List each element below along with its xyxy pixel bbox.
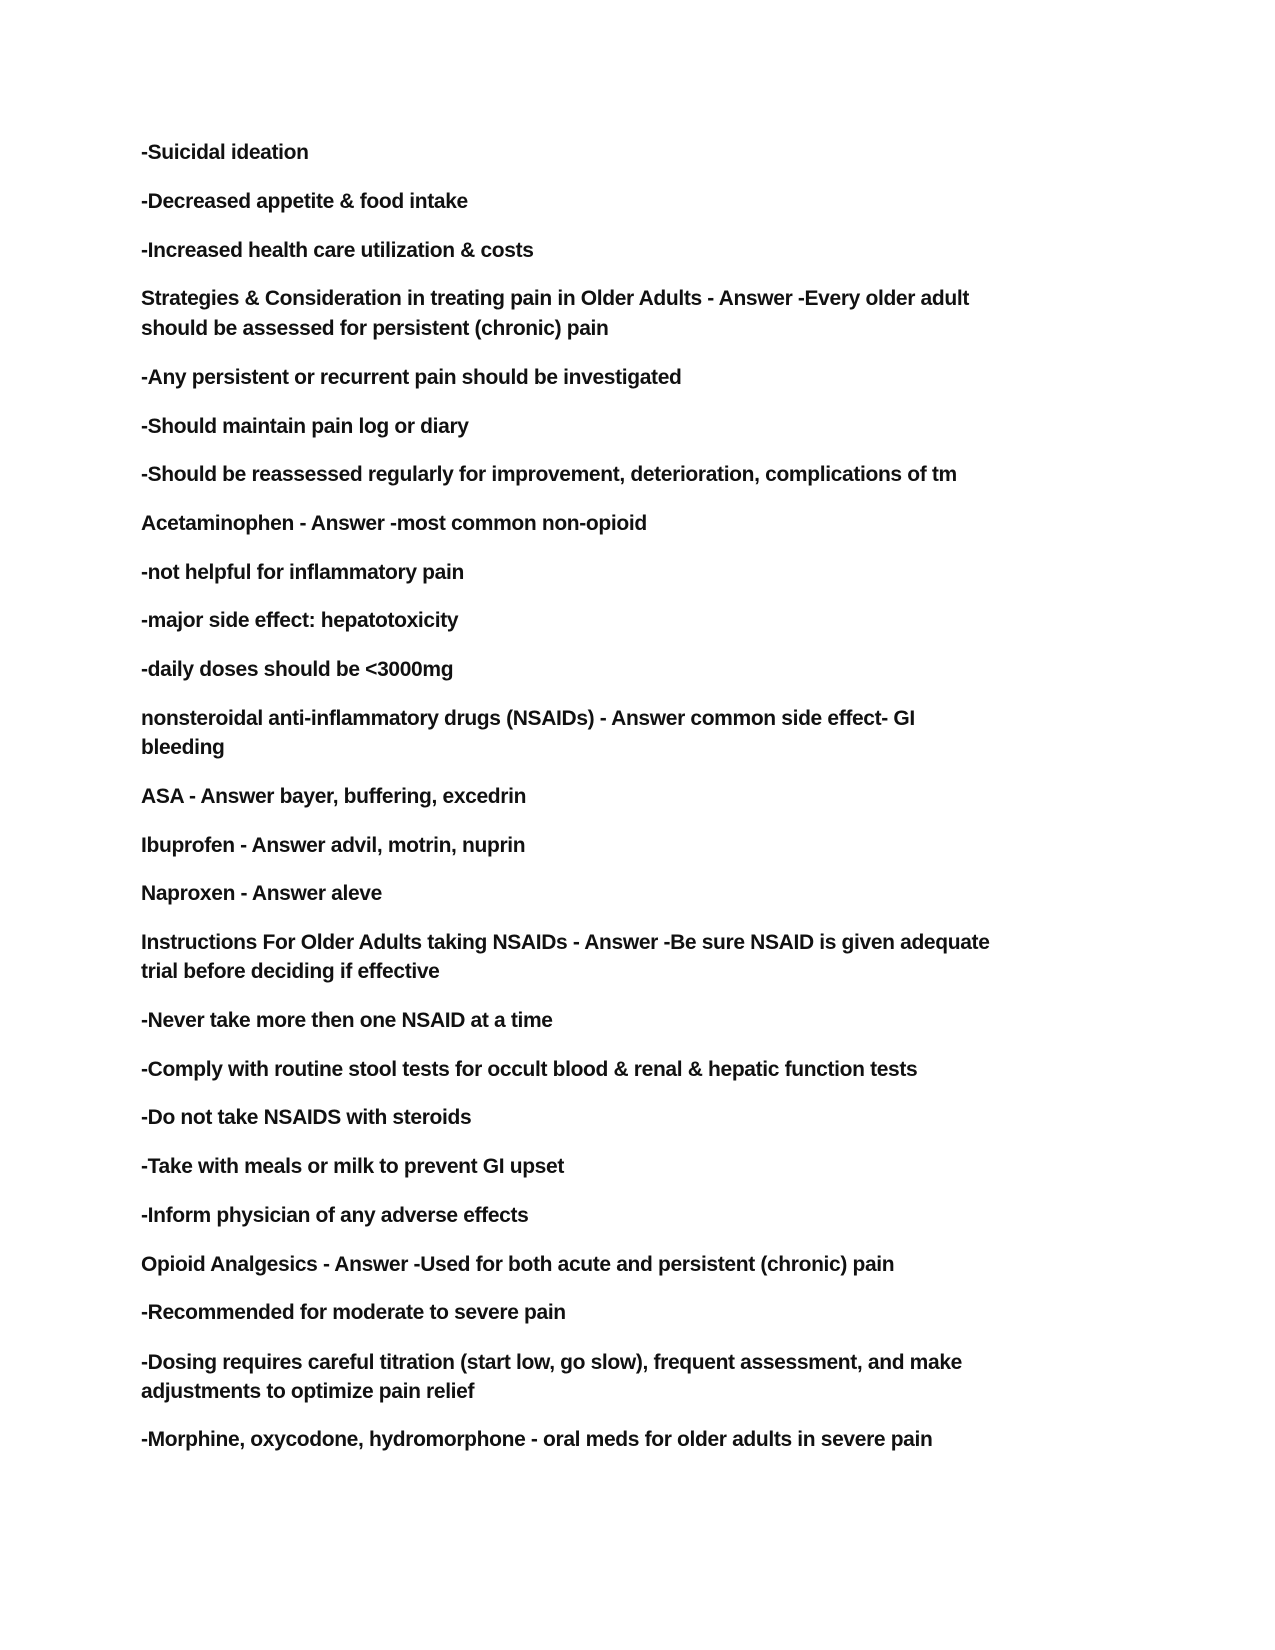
text-line: -major side effect: hepatotoxicity [141,609,459,632]
text-line: trial before deciding if effective [141,960,440,983]
text-line: Opioid Analgesics - Answer -Used for both acute and persistent (chronic) pain [141,1253,895,1276]
text-line: Strategies & Consideration in treating pain in Older Adults - Answer -Every older adult [141,287,969,310]
text-line: Instructions For Older Adults taking NSAIDs - Answer -Be sure NSAID is given adequate [141,931,990,954]
text-line: ASA - Answer bayer, buffering, excedrin [141,785,527,808]
text-line: -Decreased appetite & food intake [141,190,468,213]
text-line: -Should maintain pain log or diary [141,415,469,438]
text-line: -Never take more then one NSAID at a time [141,1009,553,1032]
text-line: Ibuprofen - Answer advil, motrin, nuprin [141,834,526,857]
text-line: Acetaminophen - Answer -most common non-opioid [141,512,647,535]
text-line: -Increased health care utilization & costs [141,239,534,262]
text-line: -Recommended for moderate to severe pain [141,1301,566,1324]
text-line: -Should be reassessed regularly for improvement, deterioration, complications of tm [141,463,957,486]
text-line: -Any persistent or recurrent pain should be investigated [141,366,682,389]
text-line: should be assessed for persistent (chronic) pain [141,317,609,340]
text-line: -Suicidal ideation [141,141,309,164]
text-line: -Morphine, oxycodone, hydromorphone - oral meds for older adults in severe pain [141,1428,933,1451]
text-line: adjustments to optimize pain relief [141,1380,475,1403]
text-line: -Inform physician of any adverse effects [141,1204,529,1227]
text-line: -Take with meals or milk to prevent GI upset [141,1155,564,1178]
text-line: -Comply with routine stool tests for occult blood & renal & hepatic function tests [141,1058,918,1081]
text-line: -Do not take NSAIDS with steroids [141,1106,472,1129]
text-line: Naproxen - Answer aleve [141,882,382,905]
text-line: bleeding [141,736,225,759]
text-line: -daily doses should be <3000mg [141,658,454,681]
text-line: nonsteroidal anti-inflammatory drugs (NSAIDs) - Answer common side effect- GI [141,707,915,730]
text-line: -not helpful for inflammatory pain [141,561,464,584]
text-line: -Dosing requires careful titration (start low, go slow), frequent assessment, and make [141,1351,962,1374]
